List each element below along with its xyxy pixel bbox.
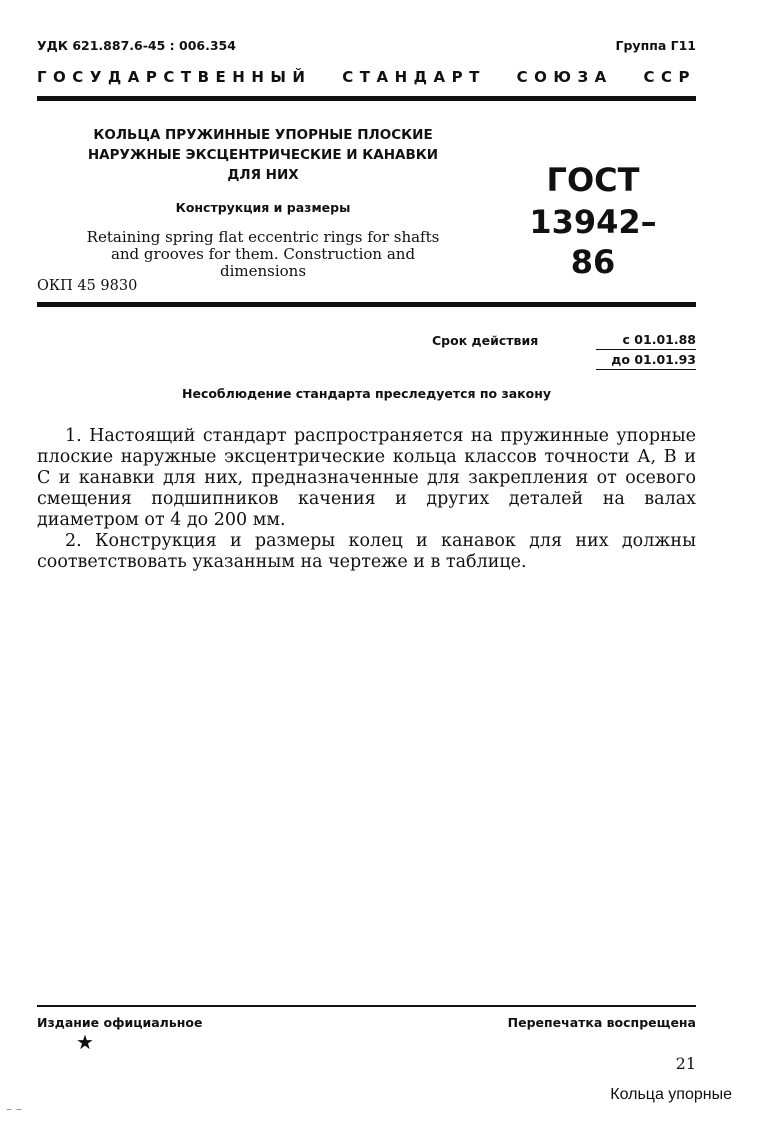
gost-number: 13942–86 <box>529 203 657 281</box>
document-subtitle: Конструкция и размеры <box>175 200 351 215</box>
page-number: 21 <box>675 1054 696 1073</box>
reprint-prohibited-label: Перепечатка воспрещена <box>507 1015 696 1030</box>
banner-word-standard: СТАНДАРТ <box>342 68 486 86</box>
header-rule <box>37 96 696 101</box>
banner-word-union: СОЮЗА <box>516 68 613 86</box>
validity-label: Срок действия <box>432 333 539 348</box>
banner-word-ssr: ССР <box>643 68 696 86</box>
star-icon: ★ <box>76 1030 94 1054</box>
title-rule <box>37 302 696 307</box>
document-title <box>78 125 448 185</box>
english-title-line-1: Retaining spring flat eccentric rings for shafts <box>86 228 440 246</box>
group-code: Группа Г11 <box>615 38 696 53</box>
english-title-line-2: and grooves for them. Construction and <box>110 245 416 263</box>
body-text <box>37 426 696 573</box>
okp-code: ОКП 45 9830 <box>37 278 138 294</box>
gost-label: ГОСТ <box>546 161 640 199</box>
english-title <box>70 229 456 280</box>
law-notice: Несоблюдение стандарта преследуется по закону <box>182 386 551 401</box>
title-line-3: ДЛЯ НИХ <box>227 167 299 183</box>
paragraph-1: 1. Настоящий стандарт распространяется на пружинные упорные плоские наружные эксцентрические кольца классов точности А, В и С и канавки для них, предназначенные для закрепления от осевого смещения подшипников качения и других деталей на валах диаметром от 4 до 200 мм. <box>37 426 696 530</box>
udk-code: УДК 621.887.6-45 : 006.354 <box>37 38 236 53</box>
footer-caption: Кольца упорные <box>610 1086 732 1103</box>
banner-word-state: ГОСУДАРСТВЕННЫЙ <box>37 68 312 86</box>
footer-rule <box>37 1005 696 1007</box>
official-edition-label: Издание официальное <box>37 1015 203 1030</box>
valid-to-date: до 01.01.93 <box>596 352 696 370</box>
paragraph-2: 2. Конструкция и размеры колец и канавок для них должны соответствовать указанным на чертеже и в таблице. <box>37 531 696 572</box>
valid-from-date: с 01.01.88 <box>596 332 696 350</box>
title-line-1: КОЛЬЦА ПРУЖИННЫЕ УПОРНЫЕ ПЛОСКИЕ <box>93 127 433 143</box>
title-line-2: НАРУЖНЫЕ ЭКСЦЕНТРИЧЕСКИЕ И КАНАВКИ <box>87 147 439 163</box>
english-title-line-3: dimensions <box>219 262 307 280</box>
corner-mark: – – <box>6 1102 22 1116</box>
state-standard-banner <box>37 68 696 86</box>
